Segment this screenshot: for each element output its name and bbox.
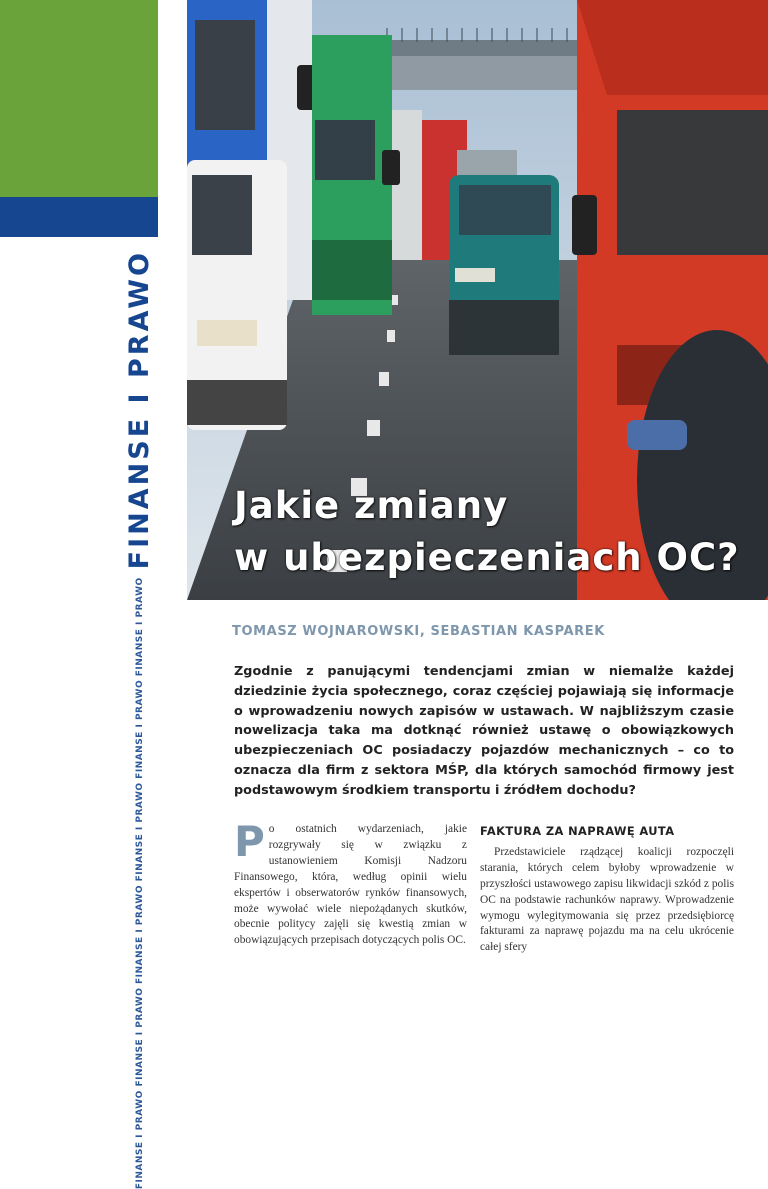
drop-cap: P [234, 817, 265, 866]
vertical-section-title [120, 250, 160, 1189]
vertical-section-strip [120, 250, 160, 1189]
section-label: FINANSE I PRAWO [124, 250, 155, 570]
side-color-block-green [0, 0, 158, 197]
body-paragraph-left: o ostatnich wydarzeniach, jakie rozgrywały się w związku z ustanowieniem Komisji Nadzoru Finansowego, która, według opinii wielu ekspertów i obserwatorów rynków finansowych, może wywołać wiele niepożądanych skutków, obecnie politycy zajęli się kwestią zmian w obowiązujących przepisach dotyczących polis OC. [234, 823, 467, 947]
section-subheading: FAKTURA ZA NAPRAWĘ AUTA [480, 824, 675, 838]
article-title-line-1: Jakie zmiany [234, 484, 509, 527]
article-lead: Zgodnie z panującymi tendencjami zmian w niemalże każdej dziedzinie życia społecznego, coraz częściej pojawiają się informacje o wprowadzeniu nowych zapisów w ustawach. W najbliższym czasie nowelizacja taka ma dotknąć również ustawę o obowiązkowych ubezpieczeniach OC posiadaczy pojazdów mechanicznych – co to oznacza dla firm z sektora MŚP, dla których samochód firmowy jest podstawowym środkiem transportu i źródłem dochodu? [234, 664, 734, 798]
article-column-right [480, 824, 734, 956]
side-color-block-blue [0, 197, 158, 237]
section-label-repeat: FINANSE I PRAWO FINANSE I PRAWO FINANSE I PRAWO FINANSE I PRAWO FINANSE I PRAWO FINANSE I PRAWO [135, 577, 145, 1189]
article-title [234, 480, 740, 584]
article-authors: TOMASZ WOJNAROWSKI, SEBASTIAN KASPAREK [232, 624, 605, 639]
article-title-line-2: w ubezpieczeniach OC? [234, 536, 740, 579]
body-paragraph-right: Przedstawiciele rządzącej koalicji rozpoczęli starania, których celem byłoby wprowadzenie w przyszłości ustawowego zapisu likwidacji szkód z polis OC na podstawie rachunków naprawy. Wprowadzenie wymogu wylegitymowania się przez przedsiębiorcę fakturami za naprawę pojazdu ma na celu ukrócenie całej sfery [480, 845, 734, 954]
article-column-left [234, 817, 467, 949]
